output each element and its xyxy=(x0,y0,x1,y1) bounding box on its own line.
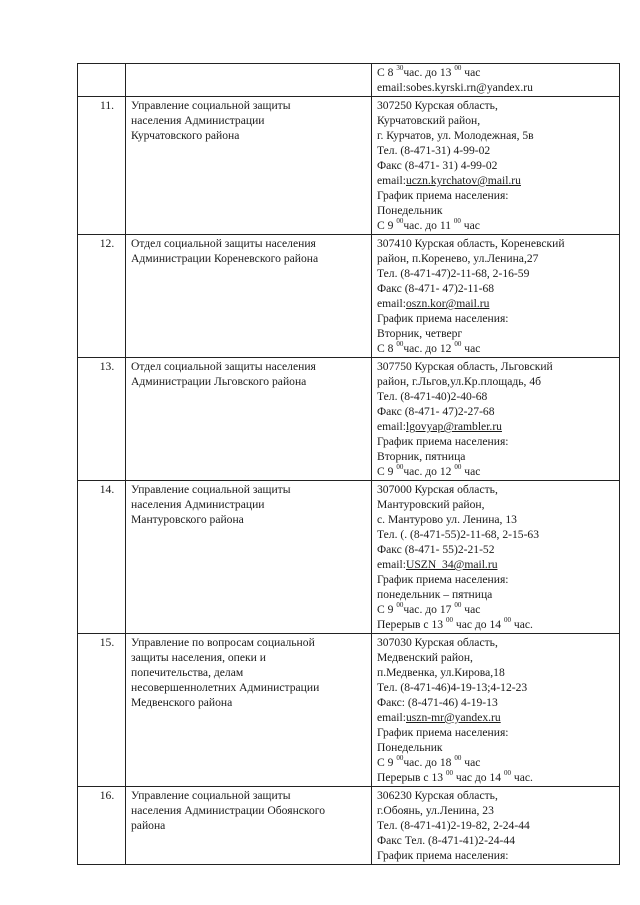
organization-name-line: Отдел социальной защиты населения xyxy=(131,237,316,250)
organization-name-line: населения Администрации Обоянского xyxy=(131,804,326,817)
hours-line xyxy=(377,602,615,617)
contact-line: 307750 Курская область, Льговский xyxy=(377,360,553,373)
organization-name-cell xyxy=(126,235,372,358)
contact-line: Понедельник xyxy=(377,741,443,754)
hours-text: час. до 13 xyxy=(403,66,455,79)
email-address[interactable]: uczn.kyrchatov@mail.ru xyxy=(405,174,521,187)
contact-line: Тел. (8-471-47)2-11-68, 2-16-59 xyxy=(377,267,530,280)
row-number-cell xyxy=(78,64,126,97)
contact-line: Факс (8-471- 47)2-27-68 xyxy=(377,405,495,418)
contact-line: Курчатовский район, xyxy=(377,114,481,127)
row-number-cell xyxy=(78,481,126,634)
contact-line: 307000 Курская область, xyxy=(377,483,498,496)
contact-line: 306230 Курская область, xyxy=(377,789,498,802)
contact-line: График приема населения: xyxy=(377,849,509,862)
table-row xyxy=(78,97,620,235)
email-line xyxy=(377,80,615,95)
contact-line: Факс (8-471- 47)2-11-68 xyxy=(377,282,495,295)
contact-line: 307030 Курская область, xyxy=(377,636,498,649)
organization-name-line: Мантуровского района xyxy=(131,513,244,526)
organization-name-cell xyxy=(126,634,372,787)
document-page xyxy=(77,63,619,865)
hours-minutes: 00 xyxy=(454,64,462,73)
email-label: email: xyxy=(377,558,406,571)
contact-line: Тел. (8-471-46)4-19-13;4-12-23 xyxy=(377,681,528,694)
contact-line: Вторник, пятница xyxy=(377,450,466,463)
email-address[interactable]: uszn-mr@yandex.ru xyxy=(405,711,501,724)
email-line xyxy=(377,419,615,434)
contacts-table xyxy=(77,63,620,865)
hours-line xyxy=(377,617,615,632)
hours-minutes: 00 xyxy=(503,769,511,778)
hours-line xyxy=(377,341,615,356)
hours-text: час. до 11 xyxy=(403,219,454,232)
organization-name-line: Управление социальной защиты xyxy=(131,99,291,112)
hours-minutes: 00 xyxy=(396,463,404,472)
organization-name-line: Управление социальной защиты xyxy=(131,789,291,802)
contacts-table-body xyxy=(78,64,620,865)
row-number-cell xyxy=(78,235,126,358)
hours-text: час. xyxy=(510,618,533,631)
table-row xyxy=(78,481,620,634)
contact-info-cell xyxy=(372,358,620,481)
hours-text: С 9 xyxy=(377,219,397,232)
contact-line: Тел. (8-471-40)2-40-68 xyxy=(377,390,488,403)
organization-name-line: Отдел социальной защиты населения xyxy=(131,360,316,373)
organization-name-line: Курчатовского района xyxy=(131,129,240,142)
hours-text: час. xyxy=(510,771,533,784)
email-line xyxy=(377,557,615,572)
hours-text: час xyxy=(461,66,481,79)
organization-name-line: Медвенского района xyxy=(131,696,233,709)
row-number: 16. xyxy=(99,789,115,802)
hours-minutes: 00 xyxy=(453,217,461,226)
contact-line: Мантуровский район, xyxy=(377,498,485,511)
hours-minutes: 00 xyxy=(396,601,404,610)
hours-text: час до 14 xyxy=(452,771,504,784)
table-row xyxy=(78,235,620,358)
organization-name-line: Управление социальной защиты xyxy=(131,483,291,496)
organization-name-line: попечительства, делам xyxy=(131,666,244,679)
hours-minutes: 00 xyxy=(445,616,453,625)
contact-line: Тел. (8-471-31) 4-99-02 xyxy=(377,144,491,157)
email-line xyxy=(377,710,615,725)
contact-line: 307250 Курская область, xyxy=(377,99,498,112)
contact-line: г.Обоянь, ул.Ленина, 23 xyxy=(377,804,494,817)
email-address[interactable]: lgovyap@rambler.ru xyxy=(405,420,502,433)
email-address[interactable]: oszn.kor@mail.ru xyxy=(405,297,490,310)
organization-name-line: Управление по вопросам социальной xyxy=(131,636,315,649)
organization-name-line: населения Администрации xyxy=(131,114,265,127)
email-label: email: xyxy=(377,174,406,187)
hours-minutes: 00 xyxy=(454,340,462,349)
hours-text: час xyxy=(461,603,481,616)
hours-text: час. до 12 xyxy=(403,465,455,478)
contact-line: п.Медвенка, ул.Кирова,18 xyxy=(377,666,505,679)
email-address[interactable]: USZN_34@mail.ru xyxy=(405,558,498,571)
row-number: 15. xyxy=(99,636,115,649)
contact-line: Факс (8-471- 55)2-21-52 xyxy=(377,543,495,556)
contact-info-cell xyxy=(372,64,620,97)
organization-name-cell xyxy=(126,787,372,865)
hours-text: час xyxy=(461,756,481,769)
organization-name-cell xyxy=(126,358,372,481)
hours-line xyxy=(377,755,615,770)
hours-line xyxy=(377,218,615,233)
contact-info-cell xyxy=(372,634,620,787)
contact-line: График приема населения: xyxy=(377,189,509,202)
organization-name-line: Администрации Кореневского района xyxy=(131,252,319,265)
email-address[interactable]: sobes.kyrski.rn@yandex.ru xyxy=(405,81,533,94)
contact-line: район, п.Коренево, ул.Ленина,27 xyxy=(377,252,539,265)
hours-text: час. до 17 xyxy=(403,603,455,616)
row-number: 12. xyxy=(99,237,115,250)
table-row xyxy=(78,787,620,865)
organization-name-line: населения Администрации xyxy=(131,498,265,511)
organization-name-cell xyxy=(126,481,372,634)
hours-text: С 9 xyxy=(377,465,397,478)
row-number: 13. xyxy=(99,360,115,373)
contact-line: Факс Тел. (8-471-41)2-24-44 xyxy=(377,834,515,847)
contact-line: Медвенский район, xyxy=(377,651,473,664)
hours-minutes: 00 xyxy=(445,769,453,778)
hours-minutes: 00 xyxy=(396,217,404,226)
row-number-cell xyxy=(78,358,126,481)
email-label: email: xyxy=(377,81,406,94)
contact-line: Вторник, четверг xyxy=(377,327,463,340)
contact-line: Понедельник xyxy=(377,204,443,217)
contact-info-cell xyxy=(372,787,620,865)
contact-line: с. Мантурово ул. Ленина, 13 xyxy=(377,513,517,526)
contact-line: 307410 Курская область, Кореневский xyxy=(377,237,565,250)
hours-minutes: 00 xyxy=(503,616,511,625)
hours-text: час. до 18 xyxy=(403,756,455,769)
contact-info-cell xyxy=(372,97,620,235)
contact-info-cell xyxy=(372,481,620,634)
row-number-cell xyxy=(78,787,126,865)
organization-name-line: Администрации Льговского района xyxy=(131,375,307,388)
email-line xyxy=(377,173,615,188)
hours-minutes: 30 xyxy=(396,64,404,73)
organization-name-line: защиты населения, опеки и xyxy=(131,651,266,664)
contact-line: График приема населения: xyxy=(377,726,509,739)
hours-text: час xyxy=(461,342,481,355)
contact-line: понедельник – пятница xyxy=(377,588,493,601)
hours-line xyxy=(377,65,615,80)
hours-line xyxy=(377,770,615,785)
contact-line: График приема населения: xyxy=(377,435,509,448)
hours-text: С 9 xyxy=(377,603,397,616)
hours-minutes: 00 xyxy=(396,754,404,763)
hours-text: С 9 xyxy=(377,756,397,769)
hours-minutes: 00 xyxy=(454,754,462,763)
hours-minutes: 00 xyxy=(454,601,462,610)
row-number: 14. xyxy=(99,483,115,496)
table-row xyxy=(78,358,620,481)
hours-text: час xyxy=(460,219,480,232)
contact-line: Тел. (. (8-471-55)2-11-68, 2-15-63 xyxy=(377,528,540,541)
hours-minutes: 00 xyxy=(454,463,462,472)
hours-text: Перерыв с 13 xyxy=(377,618,446,631)
contact-line: район, г.Льгов,ул.Кр.площадь, 4б xyxy=(377,375,542,388)
hours-text: час xyxy=(461,465,481,478)
email-label: email: xyxy=(377,420,406,433)
email-label: email: xyxy=(377,711,406,724)
contact-line: Факс (8-471- 31) 4-99-02 xyxy=(377,159,498,172)
hours-text: Перерыв с 13 xyxy=(377,771,446,784)
hours-text: час до 14 xyxy=(452,618,504,631)
row-number: 11. xyxy=(99,99,115,112)
contact-info-cell xyxy=(372,235,620,358)
hours-text: час. до 12 xyxy=(403,342,455,355)
organization-name-cell xyxy=(126,64,372,97)
contact-line: Тел. (8-471-41)2-19-82, 2-24-44 xyxy=(377,819,530,832)
hours-text: С 8 xyxy=(377,342,397,355)
row-number-cell xyxy=(78,97,126,235)
hours-line xyxy=(377,464,615,479)
email-line xyxy=(377,296,615,311)
contact-line: Факс: (8-471-46) 4-19-13 xyxy=(377,696,498,709)
organization-name-line: района xyxy=(131,819,166,832)
contact-line: График приема населения: xyxy=(377,573,509,586)
hours-minutes: 00 xyxy=(396,340,404,349)
email-label: email: xyxy=(377,297,406,310)
contact-line: г. Курчатов, ул. Молодежная, 5в xyxy=(377,129,534,142)
contact-line: График приема населения: xyxy=(377,312,509,325)
row-number xyxy=(97,66,107,79)
hours-text: С 8 xyxy=(377,66,397,79)
organization-name-line: несовершеннолетних Администрации xyxy=(131,681,320,694)
row-number-cell xyxy=(78,634,126,787)
organization-name-cell xyxy=(126,97,372,235)
table-row xyxy=(78,634,620,787)
table-row xyxy=(78,64,620,97)
